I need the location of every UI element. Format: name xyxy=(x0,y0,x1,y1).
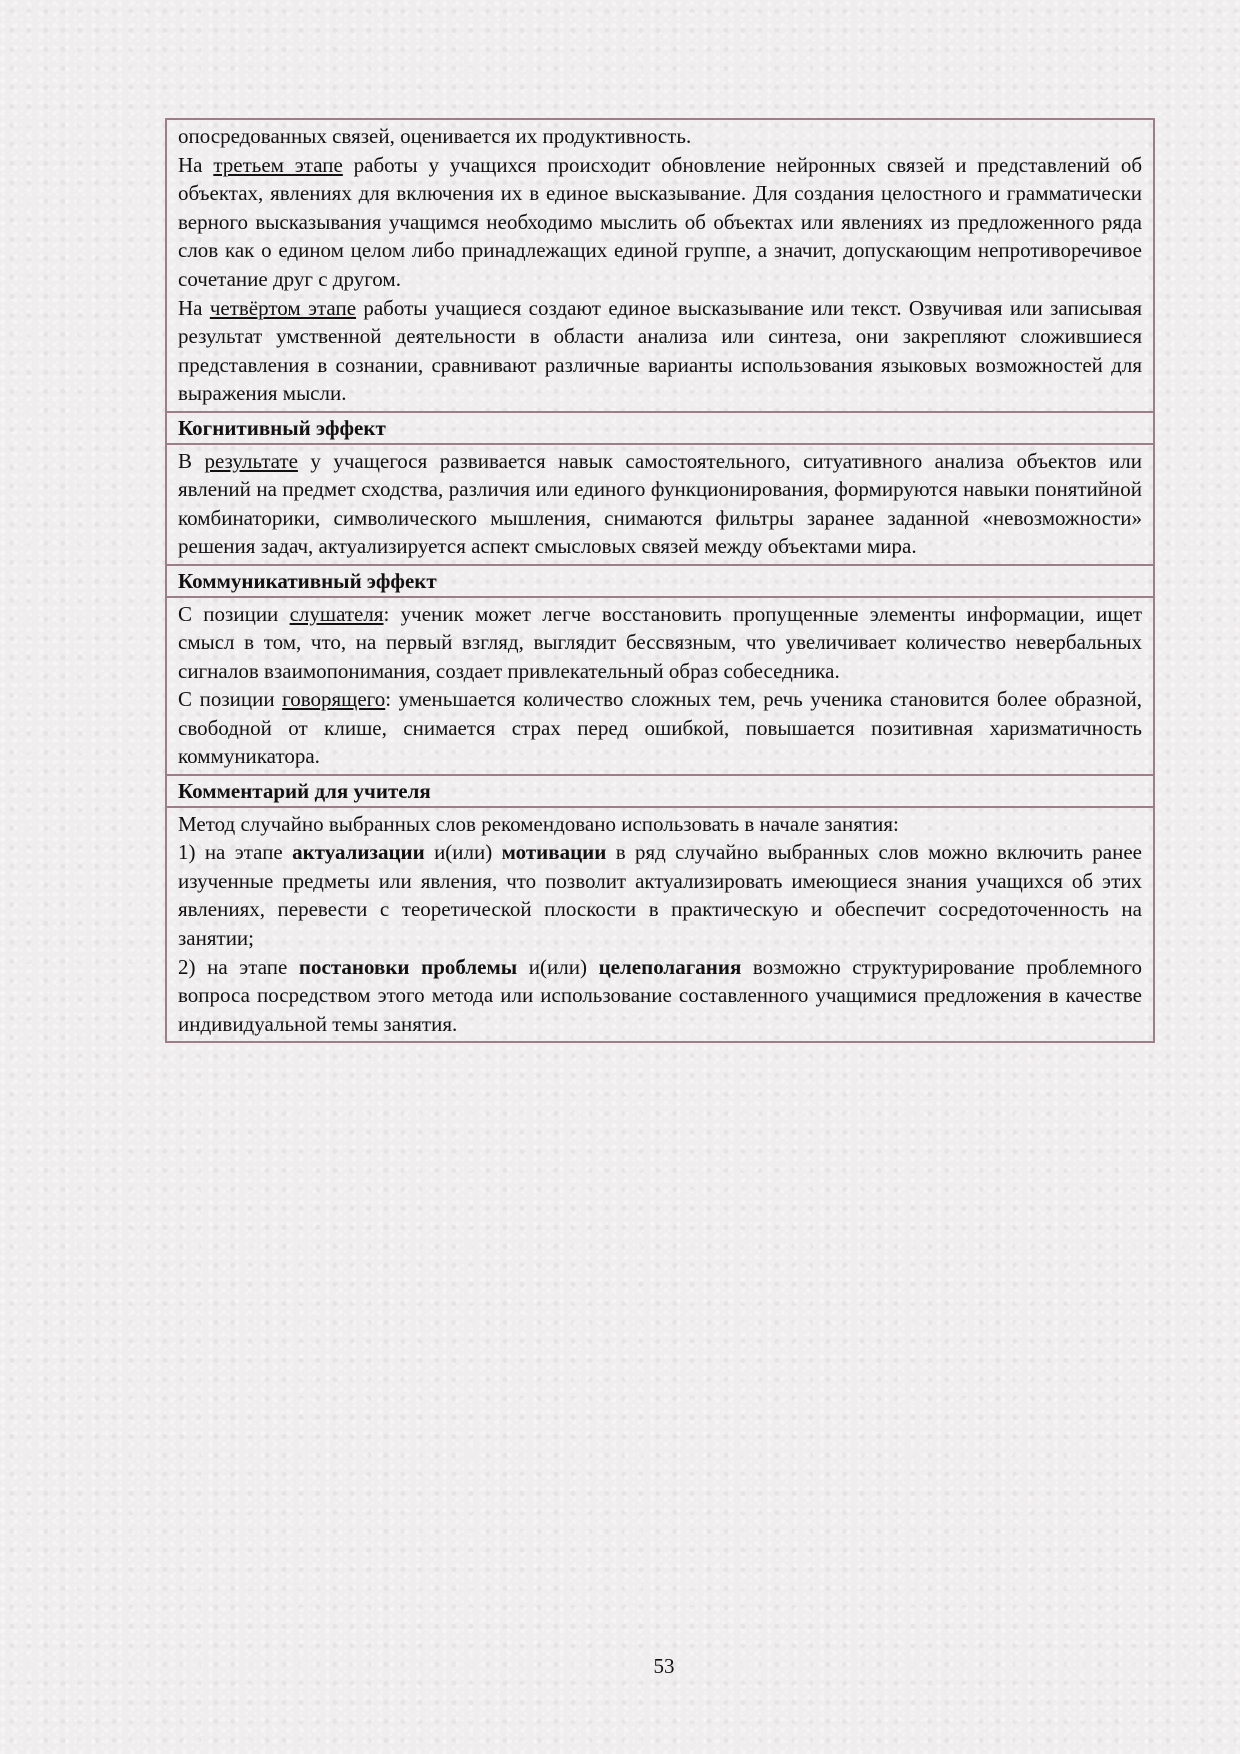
goal-setting-term: целеполагания xyxy=(598,954,742,979)
communicative-effect-heading: Коммуникативный эффект xyxy=(167,564,1153,596)
cognitive-effect-cell xyxy=(167,443,1153,564)
page-number: 53 xyxy=(653,1654,675,1678)
speaker-paragraph: С позиции говорящего: уменьшается количество сложных тем, речь ученика становится более образной, свободной от клише, снимается страх перед ошибкой, повышается позитивная харизматичность коммуникатора. xyxy=(178,687,1143,769)
fourth-stage-paragraph: На четвёртом этапе работы учащиеся создают единое высказывание или текст. Озвучивая или записывая результат умственной деятельности в области анализа или синтеза, они закрепляют сложившиеся представления в сознании, сравнивают различные варианты использования языковых возможностей для выражения мысли. xyxy=(178,295,1142,406)
teacher-comment-cell xyxy=(167,806,1153,1042)
teacher-comment-intro: Метод случайно выбранных слов рекомендовано использовать в начале занятия: 1) на этапе актуализации и(или) мотивации в ряд случайно выбранных слов можно включить ранее изученные предметы или явления, что позволит актуализировать имеющиеся знания учащихся об этих явлениях, перевести с теоретической плоскости в практическую и обеспечит сосредоточенность на занятии; xyxy=(178,811,1142,951)
stage-paragraph-continued: опосредованных связей, оценивается их продуктивность. xyxy=(178,124,692,148)
cognitive-effect-heading: Когнитивный эффект xyxy=(167,411,1153,443)
teacher-comment-item-2: 2) на этапе постановки проблемы и(или) целеполагания возможно структурирование проблемного вопроса посредством этого метода или использование составленного учащимися предложения в качестве индивидуальной темы занятия. xyxy=(178,954,1143,1036)
listener-paragraph: С позиции слушателя: ученик может легче восстановить пропущенные элементы информации, ищет смысл в том, что, на первый взгляд, выглядит бессвязным, что увеличивает количество невербальных сигналов взаимопонимания, создает привлекательный образ собеседника. xyxy=(178,601,1142,683)
third-stage-paragraph: На третьем этапе работы у учащихся происходит обновление нейронных связей и представлений об объектах, явлениях для включения их в единое высказывание. Для создания целостного и грамматически верного высказывания учащимся необходимо мыслить об объектах или явлениях из предложенного ряда слов как о едином целом либо принадлежащих единой группе, а значит, допускающим непротиворечивое сочетание друг с другом. xyxy=(178,152,1143,291)
motivation-term: мотивации xyxy=(501,840,607,865)
fourth-stage-term: четвёртом этапе xyxy=(209,295,357,320)
communicative-effect-cell xyxy=(167,596,1153,775)
third-stage-term: третьем этапе xyxy=(213,152,343,177)
problem-setting-term: постановки проблемы xyxy=(298,954,518,979)
cognitive-effect-paragraph: В результате у учащегося развивается навык самостоятельного, ситуативного анализа объектов или явлений на предмет сходства, различия или единого функционирования, формируются навыки понятийной комбинаторики, символического мышления, снимаются фильтры заранее заданной «невозможности» решения задач, актуализируется аспект смысловых связей между объектами мира. xyxy=(178,448,1142,559)
methods-table xyxy=(165,118,1155,1043)
teacher-comment-heading: Комментарий для учителя xyxy=(167,774,1153,806)
actualization-term: актуализации xyxy=(292,840,425,865)
listener-term: слушателя xyxy=(289,601,384,626)
result-term: результате xyxy=(204,448,298,473)
speaker-term: говорящего xyxy=(282,687,386,712)
stages-cell xyxy=(167,120,1153,411)
